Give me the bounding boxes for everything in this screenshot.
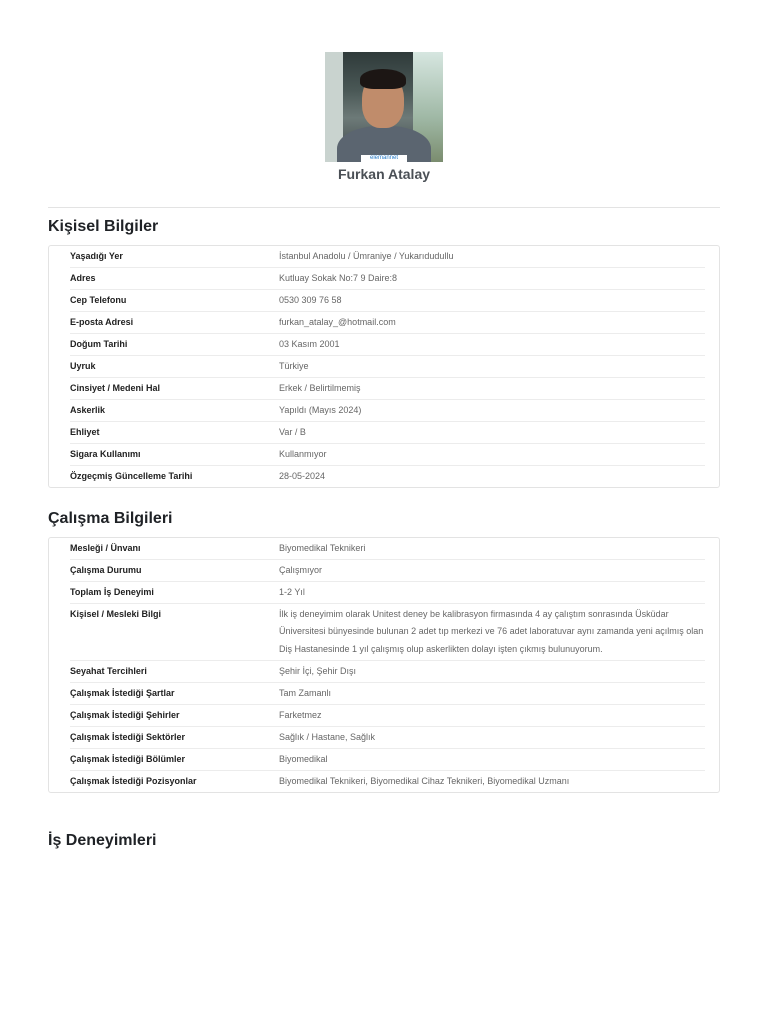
info-label: Çalışma Durumu [70, 565, 142, 575]
info-row [70, 268, 705, 290]
phone-value[interactable]: 0530 309 76 58 [279, 295, 342, 305]
info-label: Çalışmak İstediği Pozisyonlar [70, 775, 197, 786]
info-label: Ehliyet [70, 427, 100, 437]
info-row [70, 246, 705, 268]
info-row [70, 378, 705, 400]
profile-photo [325, 52, 443, 162]
info-label: Cinsiyet / Medeni Hal [70, 383, 161, 393]
info-value: Biyomedikal [279, 753, 328, 764]
info-label: Adres [70, 273, 96, 283]
info-row [70, 582, 705, 604]
info-value: İlk iş deneyimim olarak Unitest deney be kalibrasyon firmasında 4 ay çalıştım sonrasında Üsküdar Üniversitesi bünyesinde bulunan 2 adet tıp merkezi ve 76 adet laboratuvar aynı zamanda yeni açılmış olan Diş Hastanesinde 1 yıl çalışmış olup askerlikten dolayı işten çıkmış bulunuyorum. [279, 608, 704, 654]
personal-info-card [48, 245, 720, 488]
info-value: 03 Kasım 2001 [279, 339, 340, 349]
info-value: Kullanmıyor [279, 449, 327, 459]
info-row [70, 422, 705, 444]
info-value: Biyomedikal Teknikeri [279, 543, 366, 553]
info-value: Var / B [279, 427, 306, 437]
info-row [70, 661, 705, 683]
info-label: Kişisel / Mesleki Bilgi [70, 609, 162, 619]
info-value: Çalışmıyor [279, 565, 323, 575]
info-label: Çalışmak İstediği Bölümler [70, 753, 186, 764]
info-value: 1-2 Yıl [279, 587, 305, 597]
info-value: Farketmez [279, 709, 322, 720]
info-row [70, 400, 705, 422]
info-row [70, 538, 705, 560]
info-row [70, 356, 705, 378]
info-row [70, 560, 705, 582]
info-value: Kutluay Sokak No:7 9 Daire:8 [279, 273, 398, 283]
photo-watermark-logo: elemannet [361, 155, 407, 162]
info-label: Sigara Kullanımı [70, 449, 141, 459]
info-label: Çalışmak İstediği Şartlar [70, 687, 175, 698]
info-label: Çalışmak İstediği Şehirler [70, 709, 180, 720]
work-info-card [48, 537, 720, 793]
info-row [70, 604, 705, 661]
info-label: Uyruk [70, 361, 96, 371]
info-label: Mesleği / Ünvanı [70, 543, 141, 553]
info-row [70, 771, 705, 792]
info-label: Cep Telefonu [70, 295, 127, 305]
email-value[interactable]: furkan_atalay_@hotmail.com [279, 317, 396, 327]
info-row [70, 727, 705, 749]
info-value: İstanbul Anadolu / Ümraniye / Yukarıdudullu [279, 251, 454, 261]
info-value: Şehir İçi, Şehir Dışı [279, 665, 357, 676]
info-value: Tam Zamanlı [279, 687, 332, 698]
info-label: Özgeçmiş Güncelleme Tarihi [70, 471, 193, 481]
info-label: Seyahat Tercihleri [70, 665, 147, 676]
info-value: Biyomedikal Teknikeri, Biyomedikal Cihaz Teknikeri, Biyomedikal Uzmanı [279, 775, 570, 786]
info-value: Türkiye [279, 361, 309, 371]
info-label: Askerlik [70, 405, 106, 415]
info-row [70, 312, 705, 334]
info-value: Sağlık / Hastane, Sağlık [279, 731, 376, 742]
info-value: Erkek / Belirtilmemiş [279, 383, 361, 393]
info-row [70, 705, 705, 727]
info-row [70, 683, 705, 705]
header-divider [48, 207, 720, 208]
info-label: E-posta Adresi [70, 317, 134, 327]
info-row [70, 466, 705, 487]
info-label: Toplam İş Deneyimi [70, 587, 154, 597]
info-label: Çalışmak İstediği Sektörler [70, 731, 186, 742]
info-value: 28-05-2024 [279, 471, 326, 481]
section-title-experience: İş Deneyimleri [48, 832, 157, 849]
info-value: Yapıldı (Mayıs 2024) [279, 405, 362, 415]
info-label: Yaşadığı Yer [70, 251, 123, 261]
section-title-work: Çalışma Bilgileri [48, 510, 173, 527]
info-row [70, 334, 705, 356]
info-row [70, 749, 705, 771]
info-row [70, 290, 705, 312]
section-title-personal: Kişisel Bilgiler [48, 218, 159, 235]
info-row [70, 444, 705, 466]
info-label: Doğum Tarihi [70, 339, 128, 349]
profile-name: Furkan Atalay [337, 166, 431, 182]
